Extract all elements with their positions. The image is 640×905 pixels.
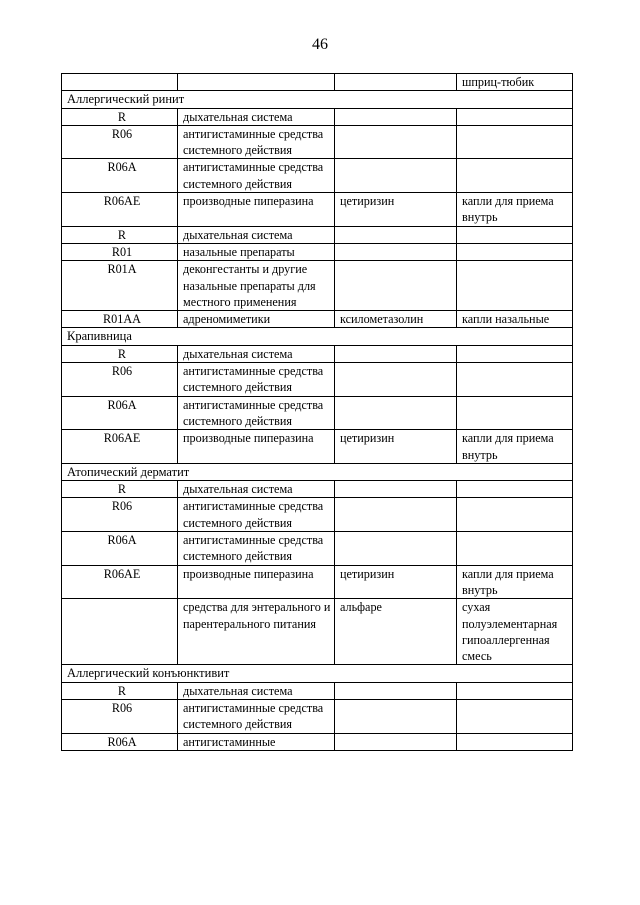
dosage-form-cell [457,733,573,750]
atc-code-cell: R06 [62,125,178,159]
table-row [62,699,573,733]
pharmacological-group-cell: дыхательная система [178,682,335,699]
table-row [62,532,573,566]
atc-code-cell: R06A [62,532,178,566]
pharmacological-group-cell: антигистаминные средства системного действия [178,396,335,430]
table-row [62,226,573,243]
drug-name-cell [335,345,457,362]
dosage-form-cell: капли назальные [457,311,573,328]
table-row [62,108,573,125]
drug-name-cell [335,243,457,260]
atc-code-cell: R06A [62,733,178,750]
pharmacological-group-cell: антигистаминные средства системного действия [178,498,335,532]
pharmacological-group-cell: назальные препараты [178,243,335,260]
pharmacological-group-cell: производные пиперазина [178,193,335,227]
atc-code-cell: R06 [62,498,178,532]
dosage-form-cell [457,243,573,260]
section-header-row [62,463,573,480]
drug-name-cell [335,159,457,193]
table-row [62,125,573,159]
table-row [62,565,573,599]
dosage-form-cell [457,159,573,193]
table-row [62,363,573,397]
medication-table-body [62,74,573,751]
table-row [62,599,573,665]
dosage-form-cell [457,363,573,397]
drug-name-cell [335,74,457,91]
table-row [62,193,573,227]
atc-code-cell: R [62,682,178,699]
section-header-row [62,328,573,345]
drug-name-cell: альфаре [335,599,457,665]
table-row [62,682,573,699]
dosage-form-cell [457,396,573,430]
drug-name-cell [335,532,457,566]
atc-code-cell [62,599,178,665]
pharmacological-group-cell: деконгестанты и другие назальные препараты для местного применения [178,261,335,311]
atc-code-cell: R06AE [62,193,178,227]
atc-code-cell: R [62,226,178,243]
pharmacological-group-cell: дыхательная система [178,481,335,498]
section-header-row [62,91,573,108]
table-row [62,430,573,464]
table-row [62,345,573,362]
drug-name-cell [335,498,457,532]
pharmacological-group-cell: дыхательная система [178,345,335,362]
table-row [62,243,573,260]
table-row [62,481,573,498]
pharmacological-group-cell: дыхательная система [178,226,335,243]
dosage-form-cell: сухая полуэлементарная гипоаллергенная смесь [457,599,573,665]
drug-name-cell [335,481,457,498]
drug-name-cell [335,108,457,125]
drug-name-cell [335,363,457,397]
drug-name-cell [335,261,457,311]
atc-code-cell: R06AE [62,430,178,464]
atc-code-cell [62,74,178,91]
pharmacological-group-cell: производные пиперазина [178,565,335,599]
table-row [62,74,573,91]
atc-code-cell: R01AA [62,311,178,328]
drug-name-cell: цетиризин [335,430,457,464]
dosage-form-cell [457,498,573,532]
atc-code-cell: R06A [62,159,178,193]
pharmacological-group-cell: антигистаминные средства системного действия [178,159,335,193]
pharmacological-group-cell [178,74,335,91]
table-row [62,159,573,193]
atc-code-cell: R06 [62,699,178,733]
pharmacological-group-cell: производные пиперазина [178,430,335,464]
dosage-form-cell [457,532,573,566]
dosage-form-cell [457,125,573,159]
section-title: Крапивница [62,328,573,345]
atc-code-cell: R [62,108,178,125]
pharmacological-group-cell: антигистаминные [178,733,335,750]
dosage-form-cell [457,682,573,699]
pharmacological-group-cell: антигистаминные средства системного действия [178,699,335,733]
dosage-form-cell: капли для приема внутрь [457,565,573,599]
atc-code-cell: R01A [62,261,178,311]
table-row [62,261,573,311]
atc-code-cell: R06 [62,363,178,397]
drug-name-cell [335,682,457,699]
section-header-row [62,665,573,682]
pharmacological-group-cell: антигистаминные средства системного действия [178,532,335,566]
medication-table [61,73,573,751]
atc-code-cell: R [62,345,178,362]
pharmacological-group-cell: средства для энтерального и парентерального питания [178,599,335,665]
dosage-form-cell: капли для приема внутрь [457,430,573,464]
dosage-form-cell [457,481,573,498]
dosage-form-cell [457,345,573,362]
page-number: 46 [312,36,328,53]
atc-code-cell: R01 [62,243,178,260]
dosage-form-cell: капли для приема внутрь [457,193,573,227]
dosage-form-cell [457,261,573,311]
pharmacological-group-cell: дыхательная система [178,108,335,125]
dosage-form-cell [457,108,573,125]
section-title: Аллергический конъюнктивит [62,665,573,682]
drug-name-cell: цетиризин [335,193,457,227]
dosage-form-cell [457,226,573,243]
table-row [62,396,573,430]
drug-name-cell [335,226,457,243]
dosage-form-cell: шприц-тюбик [457,74,573,91]
drug-name-cell [335,699,457,733]
drug-name-cell [335,396,457,430]
drug-name-cell [335,125,457,159]
table-row [62,498,573,532]
atc-code-cell: R [62,481,178,498]
table-row [62,733,573,750]
pharmacological-group-cell: антигистаминные средства системного действия [178,125,335,159]
drug-name-cell: ксилометазолин [335,311,457,328]
section-title: Атопический дерматит [62,463,573,480]
drug-name-cell [335,733,457,750]
section-title: Аллергический ринит [62,91,573,108]
dosage-form-cell [457,699,573,733]
atc-code-cell: R06AE [62,565,178,599]
atc-code-cell: R06A [62,396,178,430]
pharmacological-group-cell: антигистаминные средства системного действия [178,363,335,397]
table-row [62,311,573,328]
pharmacological-group-cell: адреномиметики [178,311,335,328]
drug-name-cell: цетиризин [335,565,457,599]
